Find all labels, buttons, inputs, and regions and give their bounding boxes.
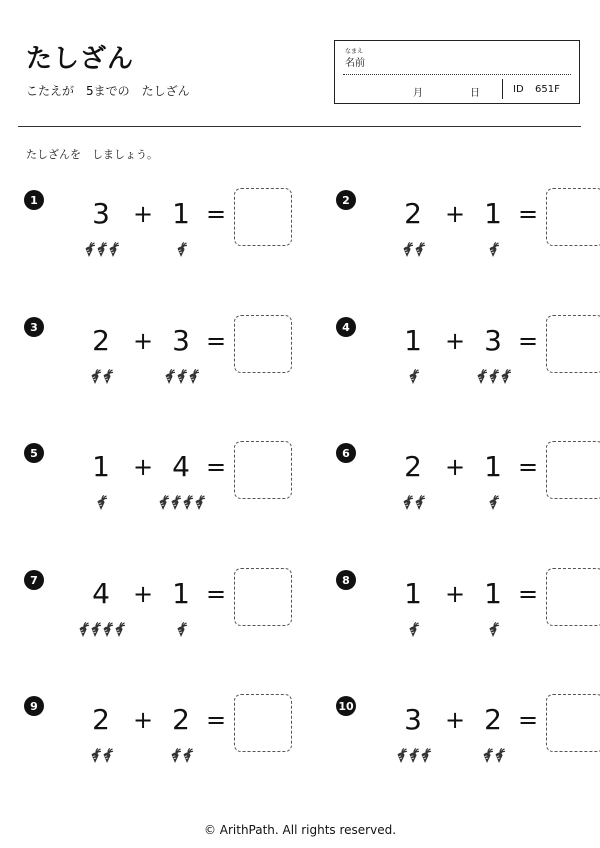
plus-sign: + (132, 580, 154, 608)
carrot-icon (419, 749, 431, 768)
operand-a-carrots (407, 622, 419, 642)
carrot-icon (163, 370, 175, 389)
problem-1 (24, 188, 304, 298)
problem-3 (24, 315, 304, 425)
id-separator (502, 79, 503, 99)
plus-sign: + (132, 453, 154, 481)
carrot-icon (157, 496, 169, 515)
operand-a: 2 (404, 450, 422, 483)
operand-a: 2 (92, 703, 110, 736)
carrot-icon (401, 496, 413, 515)
carrot-icon (493, 749, 505, 768)
carrot-icon (89, 749, 101, 768)
instruction-text: たしざんを しましょう。 (26, 148, 158, 161)
operand-b-carrots (487, 242, 499, 262)
carrot-icon (107, 243, 119, 262)
equals-sign: = (517, 706, 539, 734)
problem-number: 6 (336, 443, 356, 463)
carrot-icon (487, 496, 499, 515)
operand-b-carrots (163, 369, 199, 389)
carrot-icon (487, 243, 499, 262)
operand-b: 1 (172, 577, 190, 610)
carrot-icon (113, 623, 125, 642)
operand-a: 1 (404, 324, 422, 357)
operand-b-carrots (175, 242, 187, 262)
operand-a-carrots (83, 242, 119, 262)
name-label: 名前 (345, 58, 365, 69)
month-label: 月 (413, 88, 423, 99)
operand-a-carrots (77, 622, 125, 642)
problem-number: 7 (24, 570, 44, 590)
operand-a: 2 (404, 197, 422, 230)
answer-box[interactable] (546, 188, 600, 246)
answer-box[interactable] (546, 694, 600, 752)
carrot-icon (181, 496, 193, 515)
problem-9 (24, 694, 304, 804)
operand-a-carrots (395, 748, 431, 768)
operand-a: 1 (92, 450, 110, 483)
problem-4 (336, 315, 600, 425)
problem-number: 10 (336, 696, 356, 716)
carrot-icon (487, 623, 499, 642)
equals-sign: = (205, 453, 227, 481)
equals-sign: = (517, 200, 539, 228)
operand-b: 2 (484, 703, 502, 736)
carrot-icon (169, 749, 181, 768)
problem-8 (336, 568, 600, 678)
copyright-footer: © ArithPath. All rights reserved. (203, 823, 397, 837)
operand-a-carrots (95, 495, 107, 515)
carrot-icon (175, 623, 187, 642)
carrot-icon (101, 370, 113, 389)
carrot-icon (175, 243, 187, 262)
plus-sign: + (132, 706, 154, 734)
operand-b: 3 (172, 324, 190, 357)
carrot-icon (95, 496, 107, 515)
equals-sign: = (205, 706, 227, 734)
carrot-icon (101, 749, 113, 768)
name-box (334, 40, 580, 104)
plus-sign: + (444, 200, 466, 228)
operand-b-carrots (481, 748, 505, 768)
carrot-icon (407, 623, 419, 642)
operand-b-carrots (175, 622, 187, 642)
problem-2 (336, 188, 600, 298)
carrot-icon (175, 370, 187, 389)
equals-sign: = (517, 580, 539, 608)
equals-sign: = (205, 327, 227, 355)
plus-sign: + (444, 453, 466, 481)
carrot-icon (187, 370, 199, 389)
carrot-icon (77, 623, 89, 642)
name-line[interactable] (343, 74, 571, 75)
problem-number: 2 (336, 190, 356, 210)
carrot-icon (481, 749, 493, 768)
header-divider (18, 126, 581, 127)
plus-sign: + (444, 706, 466, 734)
plus-sign: + (444, 580, 466, 608)
problem-number: 9 (24, 696, 44, 716)
operand-a: 1 (404, 577, 422, 610)
operand-a: 3 (92, 197, 110, 230)
problem-7 (24, 568, 304, 678)
plus-sign: + (444, 327, 466, 355)
operand-a: 4 (92, 577, 110, 610)
problem-number: 3 (24, 317, 44, 337)
carrot-icon (95, 243, 107, 262)
equals-sign: = (205, 200, 227, 228)
carrot-icon (395, 749, 407, 768)
problem-number: 5 (24, 443, 44, 463)
carrot-icon (101, 623, 113, 642)
operand-a: 3 (404, 703, 422, 736)
operand-b: 1 (484, 577, 502, 610)
problem-10 (336, 694, 600, 804)
operand-b-carrots (487, 495, 499, 515)
id-label: ID (513, 84, 524, 95)
operand-a-carrots (89, 748, 113, 768)
carrot-icon (401, 243, 413, 262)
problem-number: 1 (24, 190, 44, 210)
carrot-icon (83, 243, 95, 262)
carrot-icon (407, 749, 419, 768)
problem-6 (336, 441, 600, 551)
answer-box[interactable] (234, 441, 292, 499)
operand-b-carrots (475, 369, 511, 389)
answer-box[interactable] (546, 315, 600, 373)
equals-sign: = (517, 327, 539, 355)
answer-box[interactable] (234, 694, 292, 752)
operand-a: 2 (92, 324, 110, 357)
carrot-icon (487, 370, 499, 389)
operand-b: 1 (484, 197, 502, 230)
operand-a-carrots (401, 242, 425, 262)
plus-sign: + (132, 200, 154, 228)
operand-b: 1 (172, 197, 190, 230)
operand-b: 2 (172, 703, 190, 736)
problem-number: 4 (336, 317, 356, 337)
carrot-icon (89, 370, 101, 389)
operand-b-carrots (487, 622, 499, 642)
carrot-icon (181, 749, 193, 768)
answer-box[interactable] (546, 441, 600, 499)
day-label: 日 (470, 88, 480, 99)
problem-number: 8 (336, 570, 356, 590)
operand-a-carrots (401, 495, 425, 515)
carrot-icon (89, 623, 101, 642)
plus-sign: + (132, 327, 154, 355)
operand-b-carrots (169, 748, 193, 768)
carrot-icon (499, 370, 511, 389)
operand-a-carrots (407, 369, 419, 389)
operand-b: 4 (172, 450, 190, 483)
equals-sign: = (517, 453, 539, 481)
carrot-icon (407, 370, 419, 389)
problem-5 (24, 441, 304, 551)
answer-box[interactable] (546, 568, 600, 626)
carrot-icon (193, 496, 205, 515)
worksheet-subtitle: こたえが 5までの たしざん (26, 84, 190, 98)
name-ruby: なまえ (345, 48, 364, 55)
carrot-icon (169, 496, 181, 515)
worksheet-title: たしざん (26, 44, 135, 74)
operand-b-carrots (157, 495, 205, 515)
answer-box[interactable] (234, 568, 292, 626)
carrot-icon (475, 370, 487, 389)
carrot-icon (413, 496, 425, 515)
answer-box[interactable] (234, 188, 292, 246)
operand-a-carrots (89, 369, 113, 389)
equals-sign: = (205, 580, 227, 608)
answer-box[interactable] (234, 315, 292, 373)
operand-b: 1 (484, 450, 502, 483)
id-value: 651F (535, 84, 560, 95)
operand-b: 3 (484, 324, 502, 357)
carrot-icon (413, 243, 425, 262)
